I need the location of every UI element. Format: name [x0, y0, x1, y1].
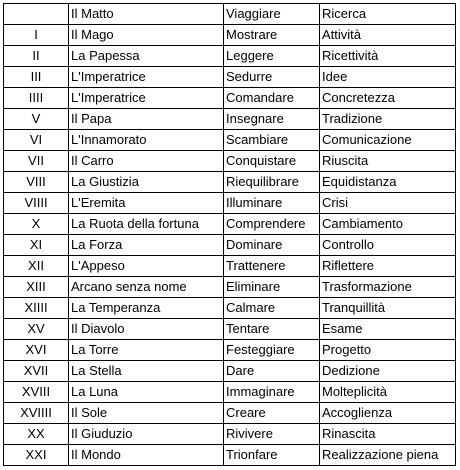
roman-numeral-cell: XV — [4, 319, 69, 340]
roman-numeral-cell: VII — [4, 151, 69, 172]
table-row — [4, 382, 456, 403]
table-row — [4, 172, 456, 193]
roman-numeral-cell: IIII — [4, 88, 69, 109]
verb-cell: Immaginare — [224, 382, 320, 403]
tarot-arcana-table — [3, 3, 456, 466]
card-name-cell: Il Carro — [69, 151, 224, 172]
roman-numeral-cell: XVIII — [4, 382, 69, 403]
roman-numeral-cell: XVII — [4, 361, 69, 382]
quality-cell: Riflettere — [320, 256, 456, 277]
tarot-table-sheet — [3, 3, 456, 466]
quality-cell: Attività — [320, 25, 456, 46]
table-row — [4, 319, 456, 340]
verb-cell: Scambiare — [224, 130, 320, 151]
table-row — [4, 193, 456, 214]
roman-numeral-cell: XVIIII — [4, 403, 69, 424]
table-row — [4, 340, 456, 361]
card-name-cell: La Torre — [69, 340, 224, 361]
verb-cell: Leggere — [224, 46, 320, 67]
card-name-cell: L'Innamorato — [69, 130, 224, 151]
verb-cell: Calmare — [224, 298, 320, 319]
verb-cell: Trionfare — [224, 445, 320, 466]
quality-cell: Ricettività — [320, 46, 456, 67]
verb-cell: Viaggiare — [224, 4, 320, 25]
table-row — [4, 4, 456, 25]
card-name-cell: La Luna — [69, 382, 224, 403]
roman-numeral-cell — [4, 4, 69, 25]
verb-cell: Insegnare — [224, 109, 320, 130]
verb-cell: Creare — [224, 403, 320, 424]
card-name-cell: Il Sole — [69, 403, 224, 424]
roman-numeral-cell: I — [4, 25, 69, 46]
table-row — [4, 130, 456, 151]
roman-numeral-cell: X — [4, 214, 69, 235]
roman-numeral-cell: V — [4, 109, 69, 130]
roman-numeral-cell: XI — [4, 235, 69, 256]
quality-cell: Concretezza — [320, 88, 456, 109]
table-row — [4, 424, 456, 445]
table-row — [4, 214, 456, 235]
card-name-cell: Il Giuduzio — [69, 424, 224, 445]
verb-cell: Dare — [224, 361, 320, 382]
quality-cell: Riuscita — [320, 151, 456, 172]
table-row — [4, 67, 456, 88]
card-name-cell: La Ruota della fortuna — [69, 214, 224, 235]
table-body — [4, 4, 456, 466]
quality-cell: Progetto — [320, 340, 456, 361]
quality-cell: Realizzazione piena — [320, 445, 456, 466]
quality-cell: Dedizione — [320, 361, 456, 382]
roman-numeral-cell: XII — [4, 256, 69, 277]
table-row — [4, 88, 456, 109]
card-name-cell: La Stella — [69, 361, 224, 382]
card-name-cell: L'Imperatrice — [69, 88, 224, 109]
table-row — [4, 277, 456, 298]
verb-cell: Comprendere — [224, 214, 320, 235]
table-row — [4, 361, 456, 382]
verb-cell: Comandare — [224, 88, 320, 109]
roman-numeral-cell: III — [4, 67, 69, 88]
quality-cell: Ricerca — [320, 4, 456, 25]
quality-cell: Tranquillità — [320, 298, 456, 319]
quality-cell: Controllo — [320, 235, 456, 256]
table-row — [4, 403, 456, 424]
card-name-cell: Il Matto — [69, 4, 224, 25]
table-row — [4, 151, 456, 172]
card-name-cell: Arcano senza nome — [69, 277, 224, 298]
card-name-cell: La Papessa — [69, 46, 224, 67]
roman-numeral-cell: XIII — [4, 277, 69, 298]
table-row — [4, 235, 456, 256]
table-row — [4, 46, 456, 67]
table-row — [4, 445, 456, 466]
roman-numeral-cell: VI — [4, 130, 69, 151]
roman-numeral-cell: XIIII — [4, 298, 69, 319]
card-name-cell: Il Papa — [69, 109, 224, 130]
roman-numeral-cell: XX — [4, 424, 69, 445]
verb-cell: Eliminare — [224, 277, 320, 298]
verb-cell: Illuminare — [224, 193, 320, 214]
card-name-cell: Il Mondo — [69, 445, 224, 466]
verb-cell: Conquistare — [224, 151, 320, 172]
table-row — [4, 298, 456, 319]
verb-cell: Trattenere — [224, 256, 320, 277]
quality-cell: Molteplicità — [320, 382, 456, 403]
card-name-cell: La Temperanza — [69, 298, 224, 319]
card-name-cell: L'Appeso — [69, 256, 224, 277]
roman-numeral-cell: VIIII — [4, 193, 69, 214]
verb-cell: Riequilibrare — [224, 172, 320, 193]
verb-cell: Tentare — [224, 319, 320, 340]
quality-cell: Rinascita — [320, 424, 456, 445]
table-row — [4, 109, 456, 130]
table-row — [4, 256, 456, 277]
roman-numeral-cell: XXI — [4, 445, 69, 466]
verb-cell: Rivivere — [224, 424, 320, 445]
card-name-cell: Il Diavolo — [69, 319, 224, 340]
quality-cell: Trasformazione — [320, 277, 456, 298]
quality-cell: Cambiamento — [320, 214, 456, 235]
card-name-cell: L'Imperatrice — [69, 67, 224, 88]
verb-cell: Dominare — [224, 235, 320, 256]
table-row — [4, 25, 456, 46]
verb-cell: Mostrare — [224, 25, 320, 46]
card-name-cell: Il Mago — [69, 25, 224, 46]
quality-cell: Accoglienza — [320, 403, 456, 424]
card-name-cell: L'Eremita — [69, 193, 224, 214]
verb-cell: Festeggiare — [224, 340, 320, 361]
quality-cell: Equidistanza — [320, 172, 456, 193]
quality-cell: Esame — [320, 319, 456, 340]
quality-cell: Tradizione — [320, 109, 456, 130]
roman-numeral-cell: XVI — [4, 340, 69, 361]
quality-cell: Idee — [320, 67, 456, 88]
card-name-cell: La Forza — [69, 235, 224, 256]
roman-numeral-cell: II — [4, 46, 69, 67]
card-name-cell: La Giustizia — [69, 172, 224, 193]
roman-numeral-cell: VIII — [4, 172, 69, 193]
quality-cell: Crisi — [320, 193, 456, 214]
quality-cell: Comunicazione — [320, 130, 456, 151]
verb-cell: Sedurre — [224, 67, 320, 88]
